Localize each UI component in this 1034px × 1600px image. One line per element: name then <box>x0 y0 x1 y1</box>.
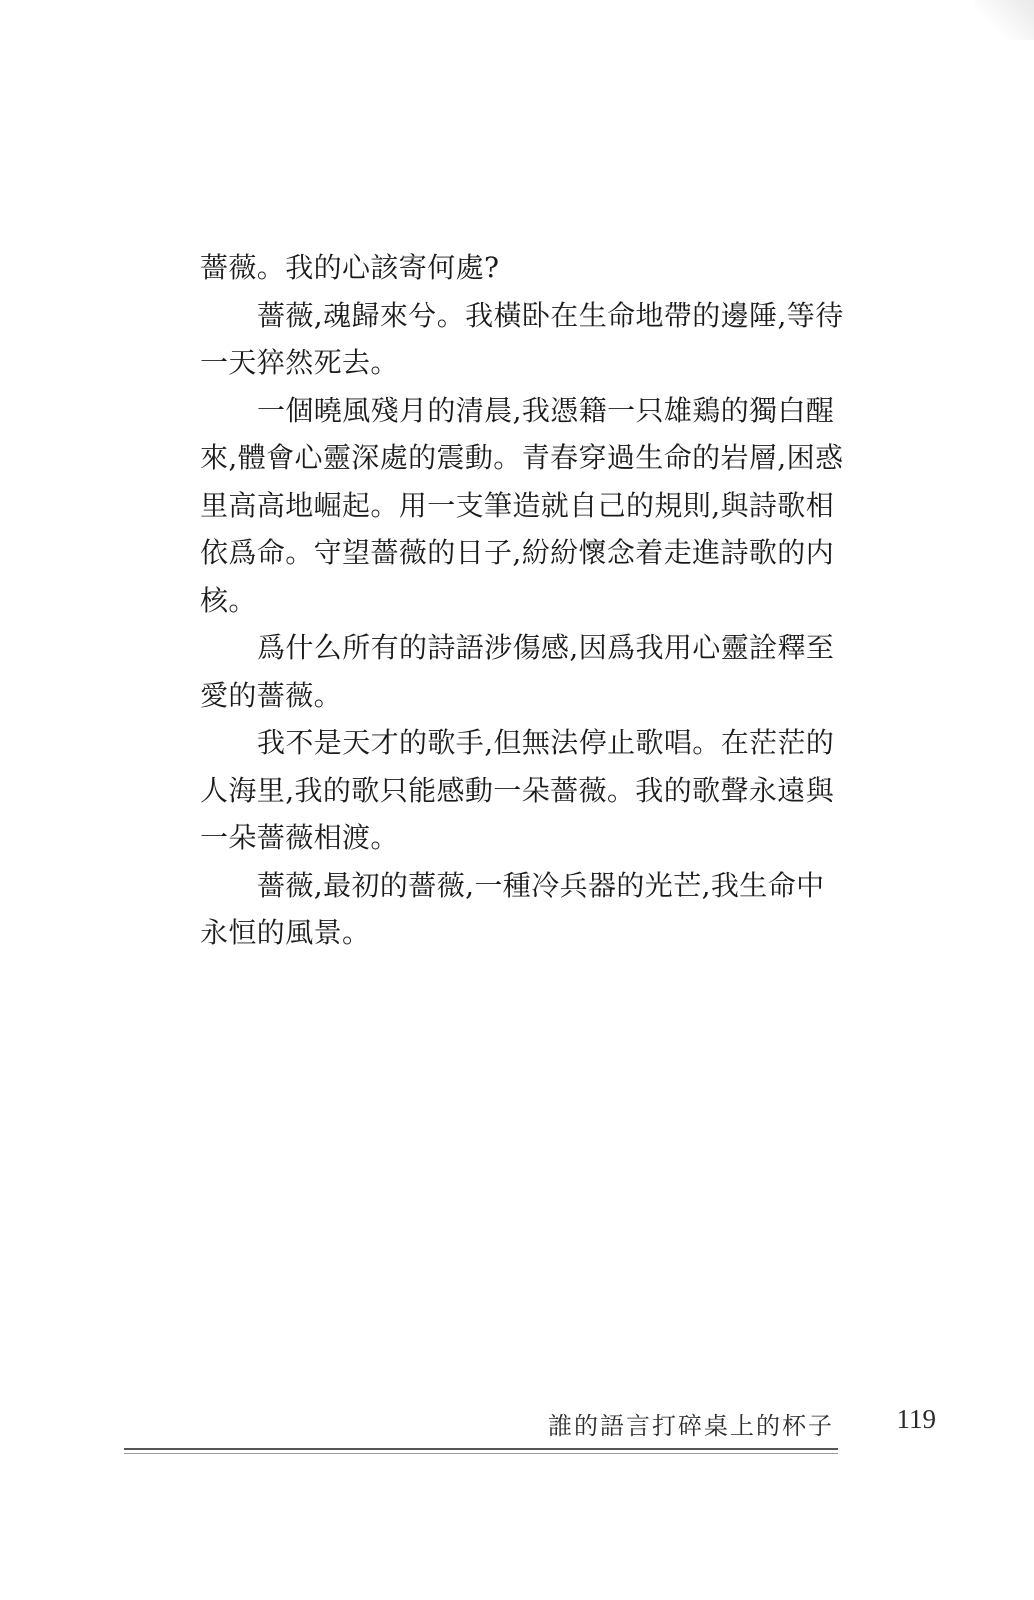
text-line: 永恒的風景。 <box>200 916 371 949</box>
text-line: 薔薇。我的心該寄何處? <box>200 251 500 284</box>
paragraph <box>200 244 852 292</box>
text-line: 薔薇,最初的薔薇,一種冷兵器的光芒,我生命中 <box>257 868 825 902</box>
text-line: 薔薇,魂歸來兮。我橫卧在生命地帶的邊陲,等待 <box>257 298 844 332</box>
text-line: 一個曉風殘月的清晨,我憑籍一只雄鶏的獨白醒 <box>257 393 835 427</box>
page-number: 119 <box>896 1404 936 1434</box>
running-title: 誰的語言打碎桌上的杯子 <box>548 1412 834 1440</box>
text-line: 里高高地崛起。用一支筆造就自己的規則,與詩歌相 <box>200 488 835 522</box>
body-text <box>200 244 852 957</box>
text-line: 我不是天才的歌手,但無法停止歌唱。在茫茫的 <box>257 726 835 759</box>
text-line: 一朵薔薇相渡。 <box>200 821 399 854</box>
text-line: 核。 <box>200 583 257 617</box>
text-line: 依爲命。守望薔薇的日子,紛紛懷念着走進詩歌的内 <box>200 536 835 569</box>
paragraph <box>200 719 852 862</box>
paragraph <box>200 292 852 387</box>
scan-edge-shade <box>974 0 1034 40</box>
paragraph <box>200 624 852 719</box>
text-line: 愛的薔薇。 <box>200 678 343 712</box>
text-line: 人海里,我的歌只能感動一朵薔薇。我的歌聲永遠與 <box>200 773 835 807</box>
text-line: 來,體會心靈深處的震動。青春穿過生命的岩層,困惑 <box>200 441 844 474</box>
text-line: 爲什么所有的詩語涉傷感,因爲我用心靈詮釋至 <box>257 631 835 664</box>
footer-rule <box>124 1448 838 1450</box>
paragraph <box>200 387 852 625</box>
footer-rule-thin <box>124 1453 838 1454</box>
text-line: 一天猝然死去。 <box>200 346 399 379</box>
page-footer <box>124 1404 936 1456</box>
paragraph <box>200 862 852 957</box>
